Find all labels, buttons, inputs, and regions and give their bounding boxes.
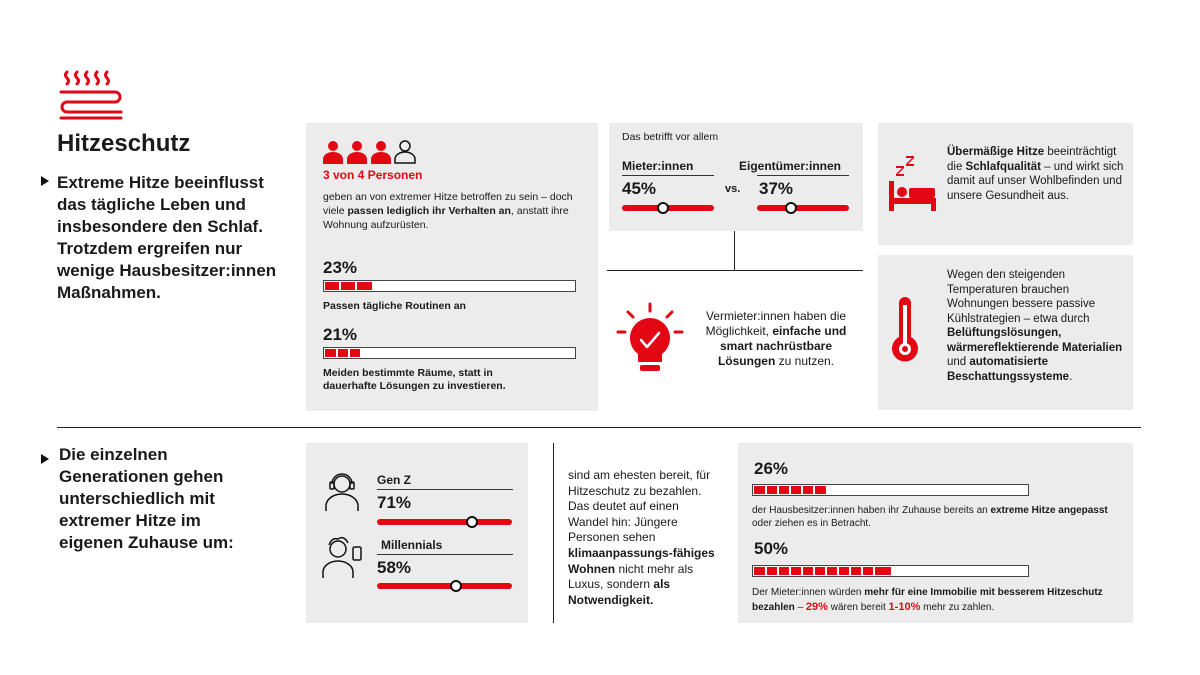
millennials-slider [377,583,512,589]
bullet-triangle-icon [41,454,49,464]
tenants-label: Mieter:innen [622,159,694,173]
sleep-bed-icon [889,154,937,212]
gen-z-slider [377,519,512,525]
thermometer-icon [890,297,920,365]
millennials-value: 58% [377,558,412,577]
page-title: Hitzeschutz [57,130,191,157]
bullet-triangle-icon [41,176,49,186]
gen-z-value: 71% [377,493,412,512]
routine-bar [323,280,576,292]
lightbulb-check-icon [614,302,686,374]
cooling-text: Wegen den steigenden Temperaturen brauchen Wohnungen bessere passive Kühlstrategien – etwa durch Belüftungslösungen, wärmereflektierende Materialien und automatisierte Beschattungssysteme. [947,269,1123,383]
affected-people-panel [306,123,598,411]
affected-description: geben an von extremer Hitze betroffen zu sein – doch viele passen lediglich ihr Verhalten an, anstatt ihre Wohnung aufzurüsten. [323,191,573,231]
rooms-value: 21% [323,325,358,344]
generations-text: sind am ehesten bereit, für Hitzeschutz zu bezahlen. Das deutet auf einen Wandel hin: Jüngere Personen sehen klimaanpassungs-fähiges Wohnen nicht mehr als Luxus, sondern als Notwendigkeit. [568,468,715,607]
pay-more-text: Der Mieter:innen würden mehr für eine Immobilie mit besserem Hitzeschutz bezahlen – 29% wären bereit 1-10% mehr zu zahlen. [752,587,1103,613]
heat-logo-icon [57,70,125,122]
adapted-text: der Hausbesitzer:innen haben ihr Zuhause bereits an extreme Hitze angepasst oder ziehen es in Betracht. [752,505,1108,529]
millennials-label: Millennials [381,538,443,552]
section2-intro: Die einzelnen Generationen gehen unterschiedlich mit extremer Hitze im eigenen Zuhause um: [59,445,234,552]
section-divider [57,427,1141,428]
tenants-owners-panel [609,123,863,231]
rooms-label: Meiden bestimmte Räume, statt in dauerhafte Lösungen zu investieren. [323,367,506,392]
adapted-value: 26% [754,459,789,478]
pay-more-bar [752,565,1029,577]
pay-more-value: 50% [754,539,789,558]
landlord-text: Vermieter:innen haben die Möglichkeit, einfache und smart nachrüstbare Lösungen zu nutzen. [705,309,847,368]
millennial-person-phone-icon [321,533,363,579]
sleep-panel [878,123,1133,245]
owners-label: Eigentümer:innen [739,159,842,173]
intro-text: Extreme Hitze beeinflusst das tägliche Leben und insbesondere den Schlaf. Trotzdem ergreifen nur wenige Hausbesitzer:innen Maßnahmen. [57,173,277,302]
gen-z-person-icon [323,470,361,512]
panel-heading: Das betrifft vor allem [622,131,719,143]
owners-slider [757,205,849,211]
owners-value: 37% [759,179,794,198]
sleep-text: Übermäßige Hitze beeinträchtigt die Schlafqualität – und wirkt sich damit auf unser Wohlbefinden und unsere Gesundheit aus. [947,146,1124,202]
vs-label: vs. [725,183,741,195]
rooms-bar [323,347,576,359]
stat-headline: 3 von 4 Personen [323,168,423,182]
cooling-panel [878,255,1133,410]
routine-label: Passen tägliche Routinen an [323,300,466,312]
adapted-bar [752,484,1029,496]
homeowners-panel [738,443,1133,623]
tenants-value: 45% [622,179,657,198]
generations-panel [306,443,528,623]
gen-z-label: Gen Z [377,473,412,487]
routine-value: 23% [323,258,358,277]
person-icon [323,140,423,164]
tenants-slider [622,205,714,211]
